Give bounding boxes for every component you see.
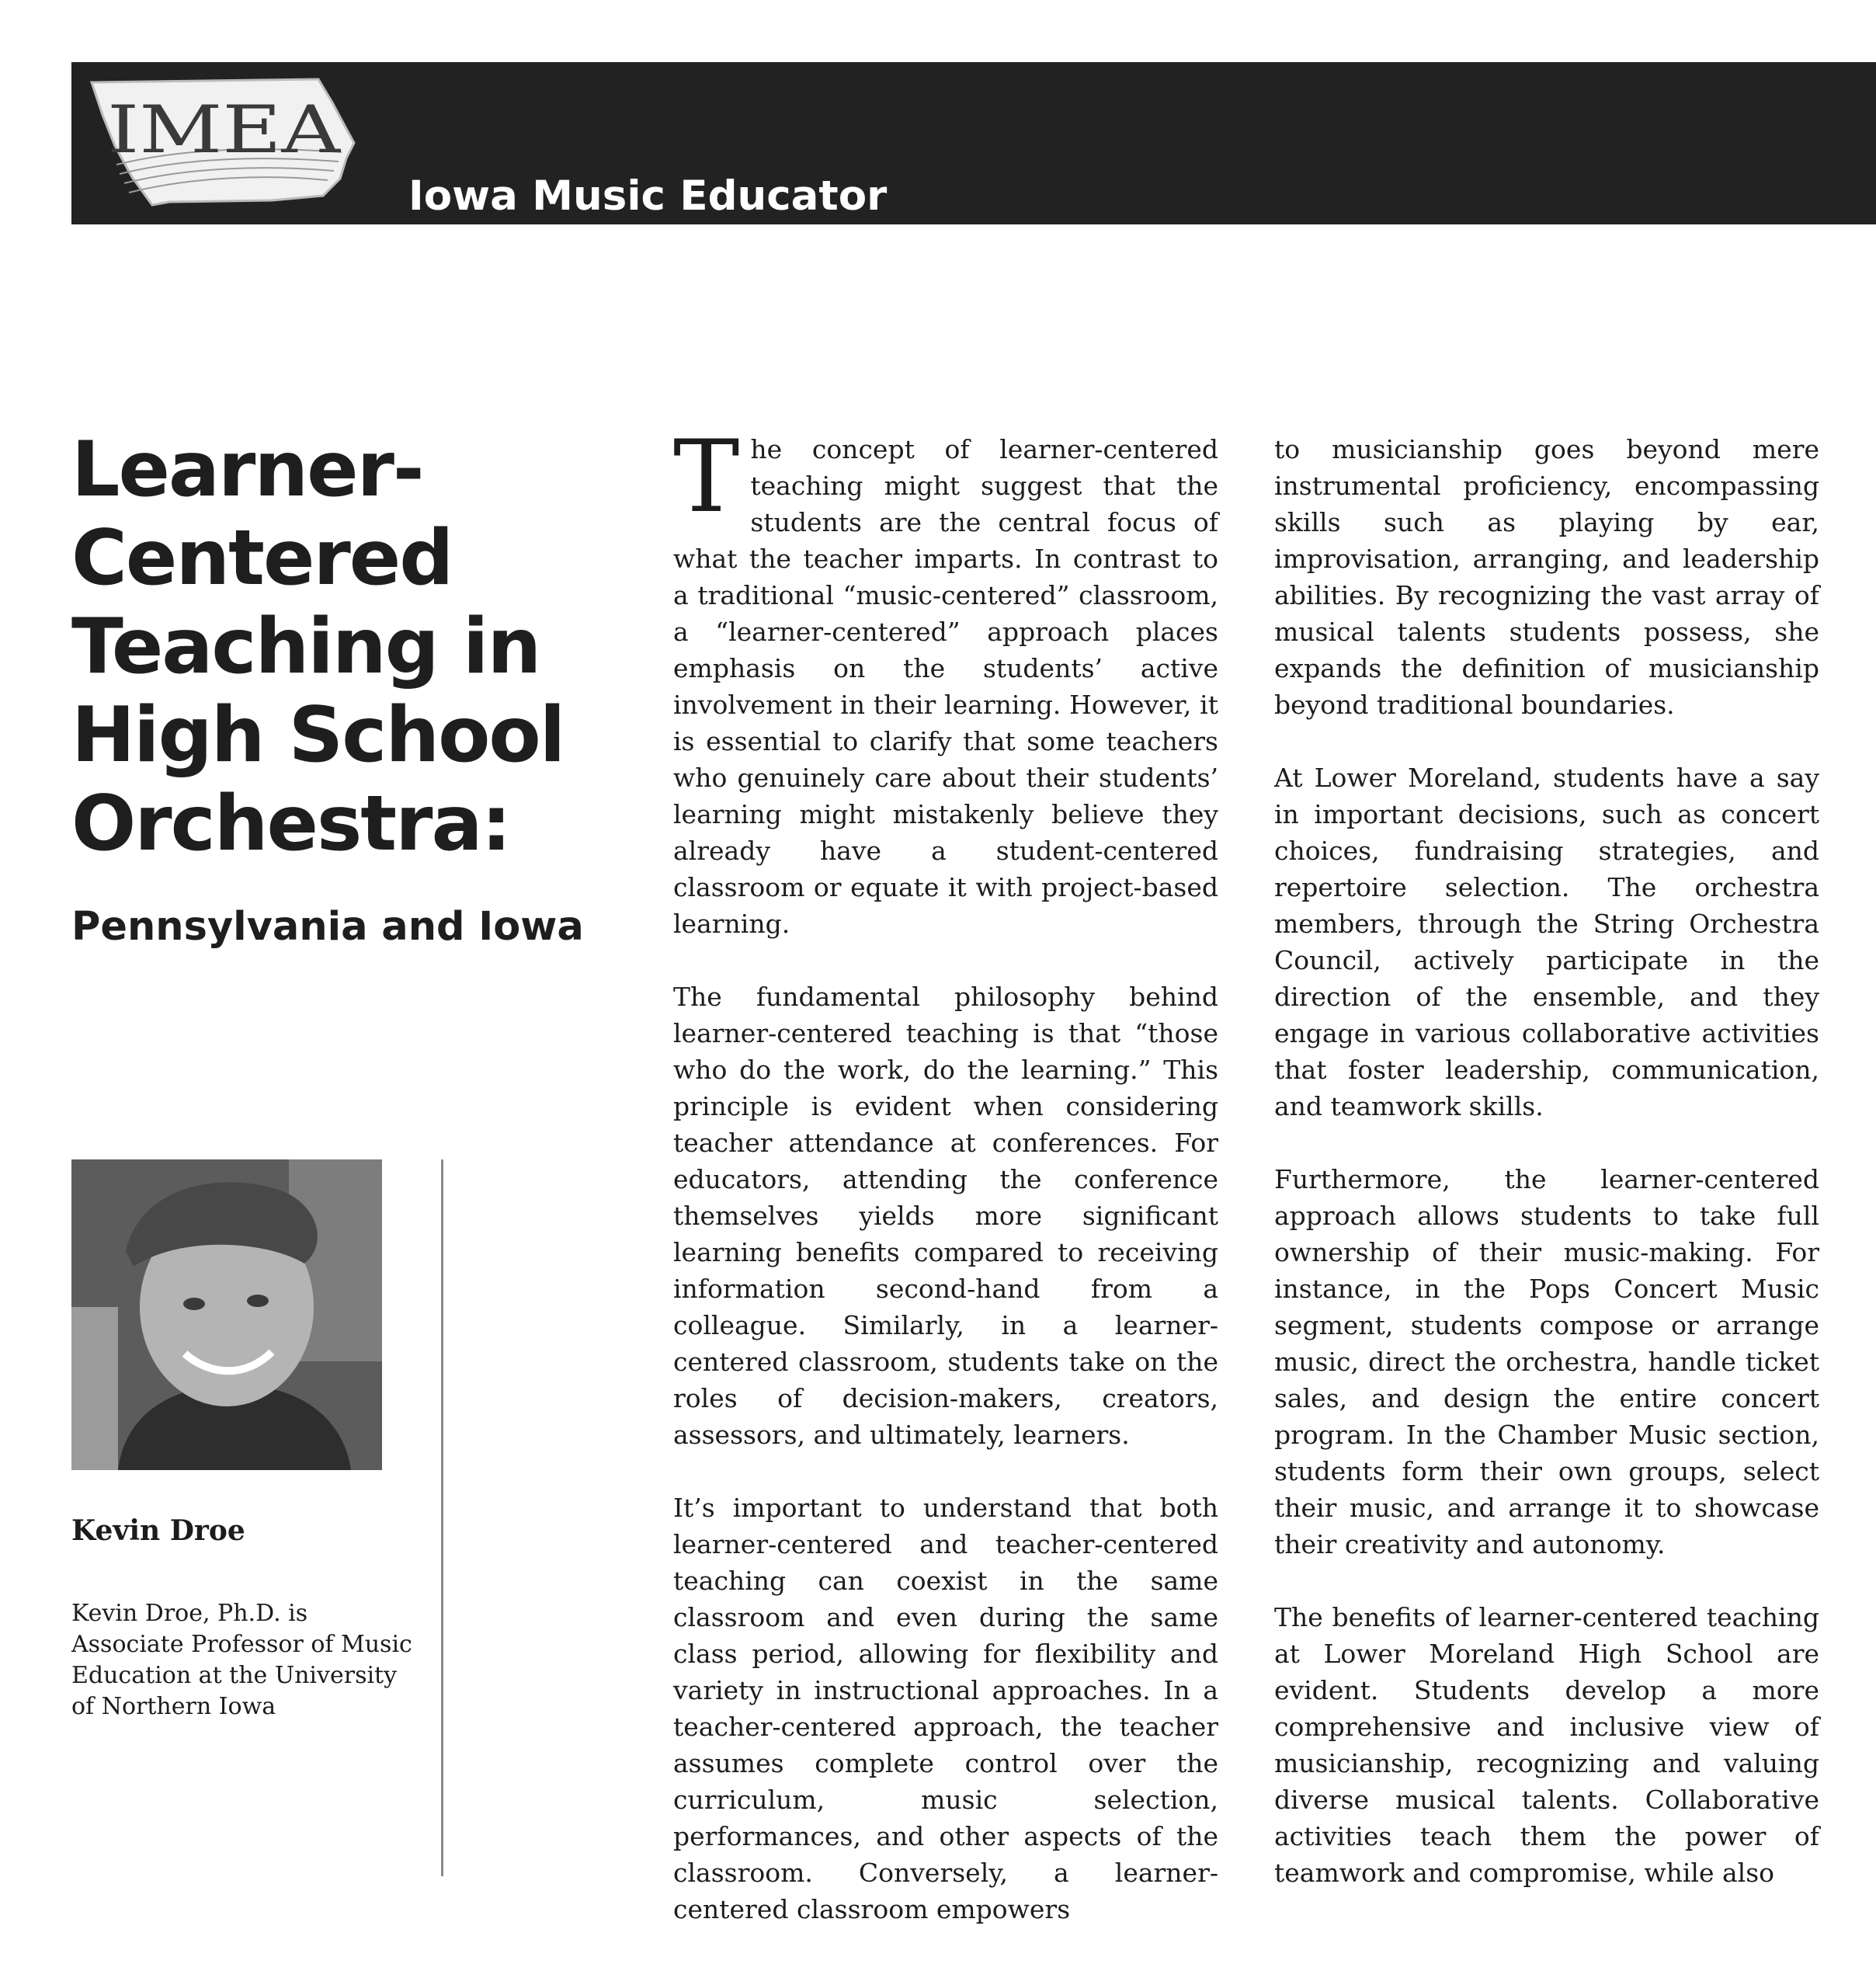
sidebar-divider <box>441 1159 443 1876</box>
header-bar <box>71 62 1876 224</box>
imea-logo <box>85 71 365 214</box>
author-photo <box>71 1159 382 1470</box>
paragraph: The fundamental philosophy behind learner-centered teaching is that “those who do the work, do the learning.” This principle is evident when considering teacher attendance at conferences. For educators, attending the conference themselves yields more significant learning benefits compared to receiving information second-hand from a colleague. Similarly, in a learner-centered classroom, students take on the roles of decision-makers, creators, assessors, and ultimately, learners. <box>673 982 1218 1450</box>
paragraph <box>673 419 1218 942</box>
author-bio: Kevin Droe, Ph.D. is Associate Professor of Music Education at the University of Northern Iowa <box>71 1600 412 1720</box>
paragraph: It’s important to understand that both learner-centered and teacher-centered teaching can coexist in the same classroom and even during the same class period, allowing for flexibility and variety in instructional approaches. In a teacher-centered approach, the teacher assumes complete control over the curriculum, music selection, performances, and other aspects of the classroom. Conversely, a learner-centered classroom empowers <box>673 1493 1218 1924</box>
paragraph: The benefits of learner-centered teaching at Lower Moreland High School are evident. Students develop a more comprehensive and inclusive view of musicianship, recognizing and valuing diverse musical talents. Collaborative activities teach them the power of teamwork and compromise, while also <box>1274 1602 1819 1888</box>
paragraph-text: he concept of learner-centered teaching might suggest that the students are the central focus of what the teacher imparts. In contrast to a traditional “music-centered” classroom, a “learner-centered” approach places emphasis on the students’ active involvement in their learning. However, it is essential to clarify that some teachers who genuinely care about their students’ learning might mistakenly believe they already have a student-centered classroom or equate it with project-based learning. <box>673 434 1218 939</box>
article-subtitle: Pennsylvania and Iowa <box>71 904 584 950</box>
article-title: Learner- Centered Teaching in High School Orchestra: <box>71 426 565 868</box>
paragraph: At Lower Moreland, students have a say in important decisions, such as concert choices, fundraising strategies, and repertoire selection. The orchestra members, through the String Orchestra Council, actively participate in the direction of the ensemble, and they engage in various collaborative activities that foster leadership, communication, and teamwork skills. <box>1274 763 1819 1121</box>
body-column-2 <box>1274 431 1819 1928</box>
author-name: Kevin Droe <box>71 1514 245 1547</box>
body-column-1 <box>673 419 1218 1964</box>
publication-title: Iowa Music Educator <box>408 172 888 220</box>
drop-cap: T <box>673 419 740 535</box>
paragraph: to musicianship goes beyond mere instrumental proficiency, encompassing skills such as playing by ear, improvisation, arranging, and leadership abilities. By recognizing the vast array of musical talents students possess, she expands the definition of musicianship beyond traditional boundaries. <box>1274 434 1819 720</box>
logo-text: IMEA <box>107 92 342 168</box>
paragraph: Furthermore, the learner-centered approach allows students to take full ownership of their music-making. For instance, in the Pops Concert Music segment, students compose or arrange music, direct the orchestra, handle ticket sales, and design the entire concert program. In the Chamber Music section, students form their own groups, select their music, and arrange it to showcase their creativity and autonomy. <box>1274 1164 1819 1559</box>
